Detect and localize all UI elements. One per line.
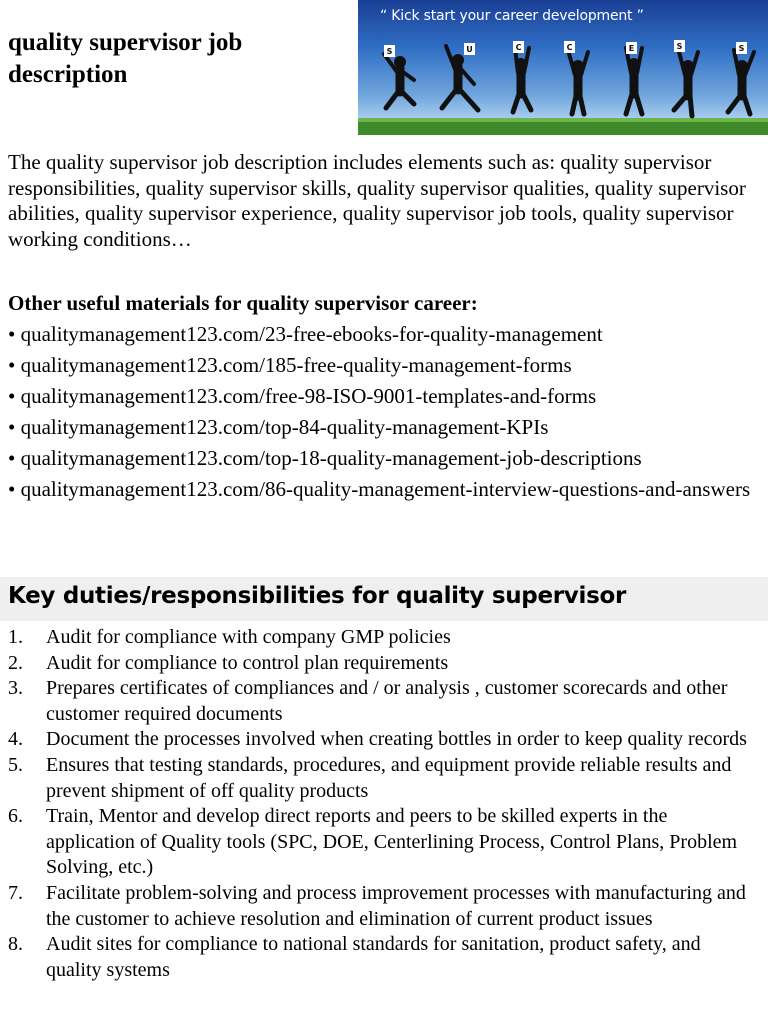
material-link[interactable]: • qualitymanagement123.com/free-98-ISO-9001-templates-and-forms: [8, 384, 597, 408]
duty-text: Audit for compliance with company GMP policies: [46, 626, 451, 648]
duty-number: 7.: [8, 881, 23, 904]
duty-number: 1.: [8, 626, 23, 648]
duty-item: [8, 676, 760, 727]
material-link[interactable]: • qualitymanagement123.com/top-84-quality-management-KPIs: [8, 415, 549, 439]
material-link[interactable]: • qualitymanagement123.com/top-18-quality-management-job-descriptions: [8, 446, 642, 470]
jumping-person-4: [568, 50, 588, 114]
duty-number: 2.: [8, 651, 23, 674]
materials-section: [8, 288, 760, 502]
duty-item: [8, 881, 760, 932]
page-title: quality supervisor job description: [8, 29, 243, 88]
jumping-person-7: [728, 50, 754, 114]
letter-card-1: U: [466, 45, 473, 54]
jumping-person-2: [442, 46, 478, 110]
jumping-person-1: [384, 54, 414, 108]
material-link[interactable]: • qualitymanagement123.com/86-quality-management-interview-questions-and-answers: [8, 477, 751, 501]
duties-heading-band: [0, 577, 768, 621]
letter-card-3: C: [566, 43, 573, 52]
duty-item: [8, 932, 760, 983]
duty-text: Prepares certificates of compliances and / or analysis , customer scorecards and other customer required documents: [46, 677, 728, 725]
duty-number: 8.: [8, 933, 23, 956]
jumping-person-5: [626, 48, 642, 114]
duty-number: 6.: [8, 805, 23, 828]
duty-text: Document the processes involved when creating bottles in order to keep quality records: [46, 728, 747, 751]
material-link[interactable]: • qualitymanagement123.com/185-free-quality-management-forms: [8, 353, 572, 377]
duty-text: Ensures that testing standards, procedures, and equipment provide reliable results and prevent shipment of off quality products: [46, 753, 732, 802]
duty-number: 5.: [8, 753, 23, 776]
intro-paragraph: The quality supervisor job description includes elements such as: quality supervisor responsibilities, quality supervisor skills, quality supervisor qualities, quality supervisor abilities, quality supervisor experience, quality supervisor job tools, quality supervisor working conditions…: [8, 150, 746, 251]
duty-item: [8, 625, 760, 651]
duty-text: Facilitate problem-solving and process improvement processes with manufacturing and the customer to achieve resolution and elimination of current product issues: [46, 881, 746, 930]
duty-text: Audit sites for compliance to national standards for sanitation, product safety, and quality systems: [46, 933, 701, 981]
duty-text: Train, Mentor and develop direct reports and peers to be skilled experts in the application of Quality tools (SPC, DOE, Centerlining Process, Control Plans, Problem Solving, etc.): [46, 805, 738, 879]
materials-link-list: [8, 319, 760, 502]
letter-card-6: S: [738, 44, 745, 53]
jumping-person-6: [674, 48, 698, 116]
letter-card-4: E: [628, 44, 635, 53]
letter-card-0: S: [386, 47, 393, 56]
duties-heading: Key duties/responsibilities for quality supervisor: [8, 583, 627, 609]
letter-card-2: C: [515, 43, 522, 52]
materials-heading: Other useful materials for quality supervisor career:: [8, 291, 478, 315]
duty-number: 4.: [8, 728, 23, 751]
duties-list: [8, 625, 760, 983]
career-banner-image: [358, 0, 768, 135]
duty-text: Audit for compliance to control plan requirements: [46, 651, 449, 674]
material-link[interactable]: • qualitymanagement123.com/23-free-ebooks-for-quality-management: [8, 322, 603, 346]
duty-number: 3.: [8, 677, 23, 700]
banner-tagline: “ Kick start your career development ”: [380, 8, 644, 24]
jumping-person-3: [513, 48, 531, 112]
duty-item: [8, 804, 760, 881]
duty-item: [8, 753, 760, 804]
letter-card-5: S: [676, 42, 683, 51]
duty-item: [8, 651, 760, 677]
duty-item: [8, 727, 760, 753]
